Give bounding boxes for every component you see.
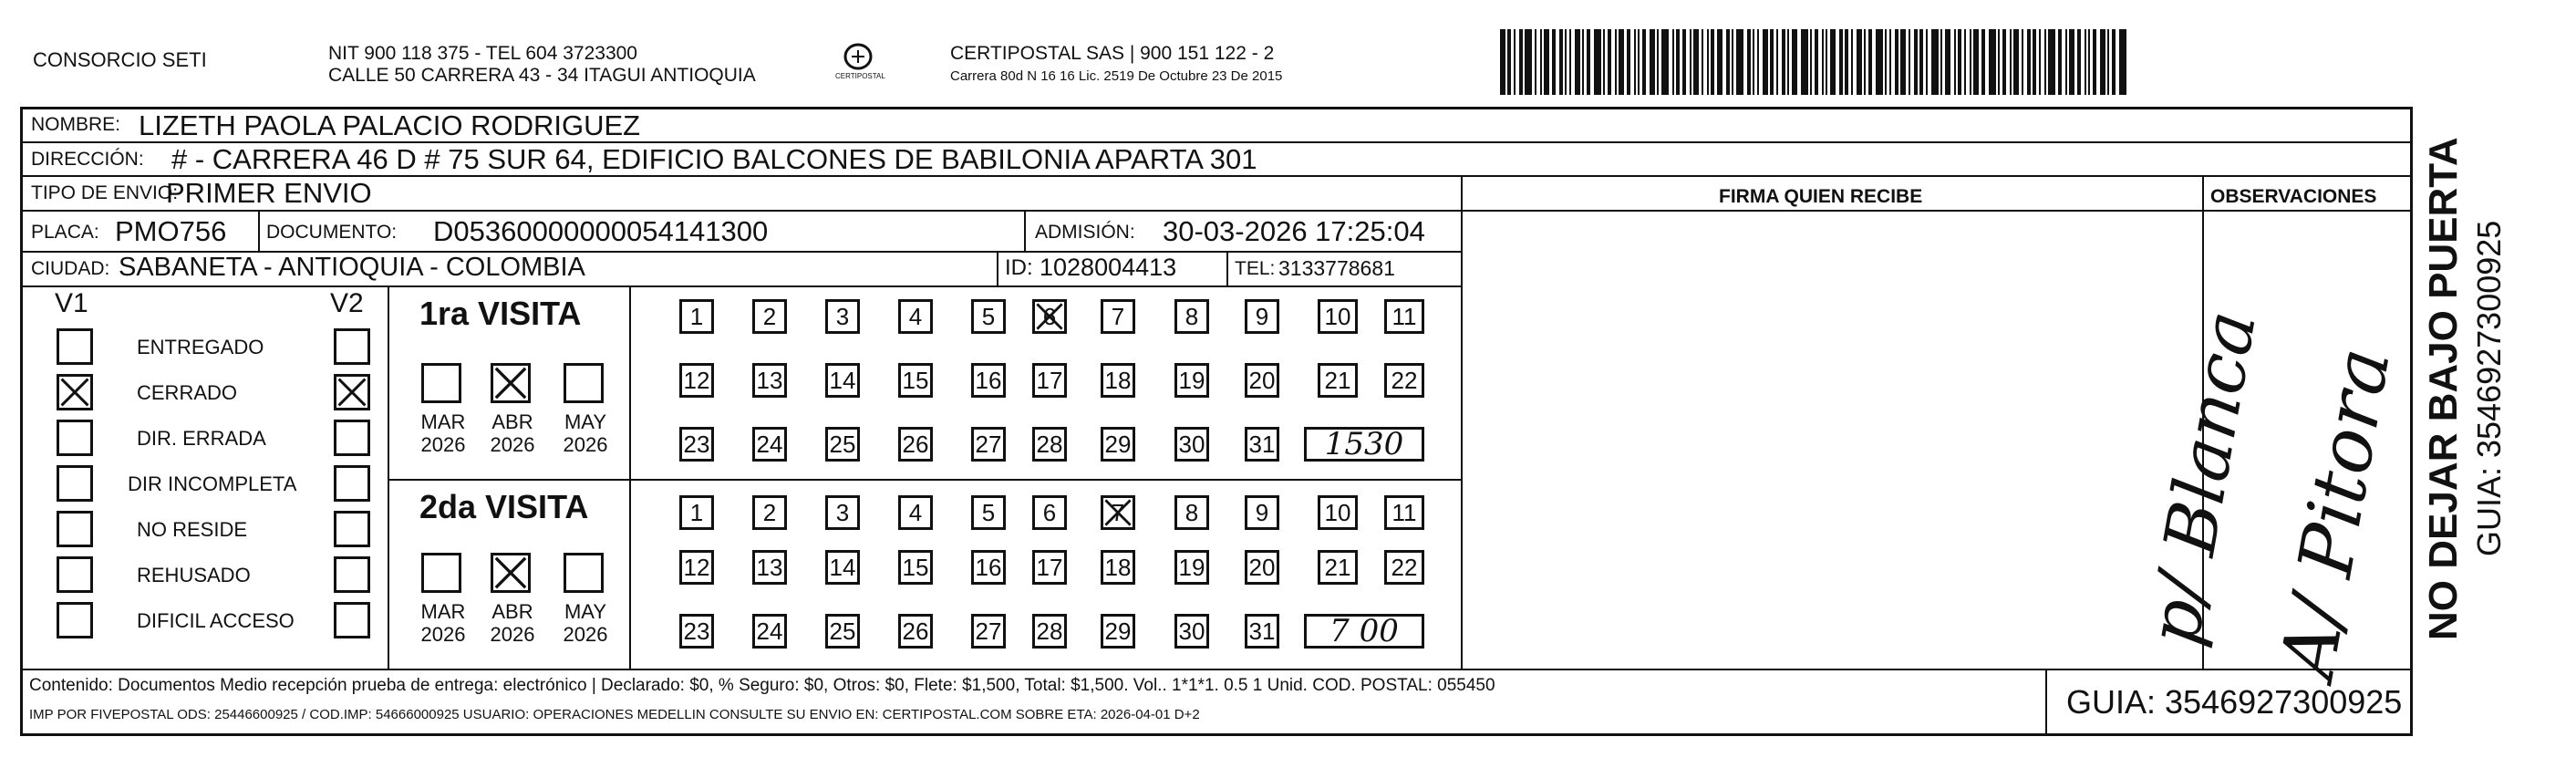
day-box[interactable]: 23 <box>679 427 714 462</box>
month-label: MAR 2026 <box>420 600 466 647</box>
tel-value: 3133778681 <box>1278 256 1395 280</box>
day-box[interactable]: 11 <box>1384 495 1424 530</box>
day-box[interactable]: 13 <box>752 550 787 585</box>
day-box[interactable]: 12 <box>679 550 714 585</box>
day-box[interactable]: 20 <box>1245 550 1279 585</box>
day-box[interactable]: 31 <box>1245 614 1279 649</box>
v2-checkbox[interactable] <box>334 465 370 502</box>
v2-checkbox[interactable] <box>334 420 370 456</box>
day-box[interactable]: 5 <box>971 299 1006 334</box>
day-box[interactable]: 26 <box>898 614 933 649</box>
status-label: ENTREGADO <box>137 336 264 358</box>
license-line: Carrera 80d N 16 16 Lic. 2519 De Octubre 23 De 2015 <box>950 68 1283 84</box>
day-box[interactable]: 15 <box>898 363 933 398</box>
day-box[interactable]: 16 <box>971 550 1006 585</box>
day-box[interactable]: 7 <box>1101 299 1135 334</box>
status-label: DIR. ERRADA <box>137 427 266 450</box>
v1-checkbox[interactable] <box>57 420 93 456</box>
day-box[interactable]: 8 <box>1174 299 1209 334</box>
footer-print-info: IMP POR FIVEPOSTAL ODS: 25446600925 / COD.IMP: 54666000925 USUARIO: OPERACIONES MEDELLIN CONSULTE SU ENVIO EN: CERTIPOSTAL.COM SOBRE ETA: 2026-04-01 D+2 <box>29 707 1200 722</box>
v2-label: V2 <box>330 288 364 318</box>
footer-content: Contenido: Documentos Medio recepción prueba de entrega: electrónico | Declarado: $0, % Seguro: $0, Otros: $0, Flete: $1,500, Total: $1,500. Vol.. 1*1*1. 0.5 1 Unid. COD. POSTAL: 055450 <box>29 676 1495 695</box>
observations-header: OBSERVACIONES <box>2210 186 2377 207</box>
day-box[interactable]: 31 <box>1245 427 1279 462</box>
day-box[interactable]: 27 <box>971 427 1006 462</box>
day-box[interactable]: 30 <box>1174 614 1209 649</box>
barcode <box>1500 29 2416 95</box>
day-box[interactable]: 21 <box>1318 363 1358 398</box>
day-box[interactable]: 24 <box>752 614 787 649</box>
day-box[interactable]: 28 <box>1032 427 1067 462</box>
day-box[interactable]: 17 <box>1032 550 1067 585</box>
day-box[interactable]: 4 <box>898 299 933 334</box>
month-label: ABR 2026 <box>490 600 535 647</box>
v2-checkbox[interactable] <box>334 328 370 365</box>
v2-checkbox[interactable] <box>334 602 370 638</box>
day-box[interactable]: 3 <box>825 299 860 334</box>
day-box[interactable]: 24 <box>752 427 787 462</box>
day-box[interactable]: 10 <box>1318 299 1358 334</box>
day-box[interactable]: 19 <box>1174 363 1209 398</box>
id-label: ID: <box>1005 255 1033 280</box>
type-label: TIPO DE ENVIO: <box>31 182 179 203</box>
nit-line: NIT 900 118 375 - TEL 604 3723300 <box>328 43 637 64</box>
day-box[interactable]: 29 <box>1101 614 1135 649</box>
month-label: MAY 2026 <box>563 600 608 647</box>
day-box[interactable]: 14 <box>825 550 860 585</box>
side-guide: GUIA: 3546927300925 <box>2470 220 2508 556</box>
plate-value: PMO756 <box>115 215 227 247</box>
status-label: NO RESIDE <box>137 518 248 541</box>
month-label: MAR 2026 <box>420 410 466 457</box>
status-label: CERRADO <box>137 381 238 404</box>
day-box[interactable]: 23 <box>679 614 714 649</box>
day-box[interactable]: 15 <box>898 550 933 585</box>
v1-checkbox[interactable] <box>57 465 93 502</box>
day-box[interactable]: 17 <box>1032 363 1067 398</box>
month-label: ABR 2026 <box>490 410 535 457</box>
footer-guide: GUIA: 3546927300925 <box>2066 683 2403 721</box>
time-box[interactable]: 1530 <box>1304 427 1424 462</box>
admission-label: ADMISIÓN: <box>1035 222 1135 243</box>
v2-checkbox[interactable] <box>334 556 370 593</box>
v2-checkbox[interactable] <box>334 374 370 410</box>
day-box[interactable]: 28 <box>1032 614 1067 649</box>
day-box[interactable]: 20 <box>1245 363 1279 398</box>
day-box[interactable]: 8 <box>1174 495 1209 530</box>
shipment-type: PRIMER ENVIO <box>166 177 372 209</box>
day-box[interactable]: 22 <box>1384 363 1424 398</box>
day-box[interactable]: 19 <box>1174 550 1209 585</box>
form-frame <box>20 107 2413 736</box>
day-box[interactable]: 18 <box>1101 363 1135 398</box>
time-box[interactable]: 7 00 <box>1304 614 1424 649</box>
plate-label: PLACA: <box>31 222 99 243</box>
status-label: REHUSADO <box>137 564 251 586</box>
day-box[interactable]: 2 <box>752 495 787 530</box>
month-checkbox[interactable] <box>564 553 604 593</box>
month-checkbox[interactable] <box>421 553 461 593</box>
day-box[interactable]: 26 <box>898 427 933 462</box>
document-label: DOCUMENTO: <box>266 222 398 243</box>
certipostal-logo <box>830 40 886 84</box>
day-box[interactable]: 30 <box>1174 427 1209 462</box>
day-box[interactable]: 11 <box>1384 299 1424 334</box>
v1-checkbox[interactable] <box>57 556 93 593</box>
day-box[interactable]: 4 <box>898 495 933 530</box>
day-box[interactable]: 7 <box>1101 495 1135 530</box>
day-box[interactable]: 29 <box>1101 427 1135 462</box>
day-box[interactable]: 18 <box>1101 550 1135 585</box>
visit1-title: 1ra VISITA <box>419 295 582 332</box>
city-label: CIUDAD: <box>31 258 110 279</box>
status-label: DIFICIL ACCESO <box>137 609 295 632</box>
status-label: DIR INCOMPLETA <box>128 472 297 495</box>
address-line: CALLE 50 CARRERA 43 - 34 ITAGUI ANTIOQUIA <box>328 65 756 86</box>
day-box[interactable]: 1 <box>679 495 714 530</box>
day-box[interactable]: 9 <box>1245 495 1279 530</box>
visit2-title: 2da VISITA <box>419 488 589 525</box>
id-value: 1028004413 <box>1040 254 1177 281</box>
logo-text: CERTIPOSTAL <box>835 72 885 80</box>
city-value: SABANETA - ANTIOQUIA - COLOMBIA <box>119 253 585 282</box>
month-checkbox[interactable] <box>491 363 531 403</box>
name-label: NOMBRE: <box>31 114 121 135</box>
day-box[interactable]: 16 <box>971 363 1006 398</box>
day-box[interactable]: 10 <box>1318 495 1358 530</box>
signature-header: FIRMA QUIEN RECIBE <box>1719 186 1923 207</box>
address-label: DIRECCIÓN: <box>31 149 144 170</box>
day-box[interactable]: 22 <box>1384 550 1424 585</box>
day-box[interactable]: 21 <box>1318 550 1358 585</box>
admission-value: 30-03-2026 17:25:04 <box>1163 215 1425 247</box>
v1-label: V1 <box>55 288 88 318</box>
handwriting-line1: p/ Blanca <box>2133 305 2273 652</box>
day-box[interactable]: 2 <box>752 299 787 334</box>
recipient-name: LIZETH PAOLA PALACIO RODRIGUEZ <box>139 109 641 141</box>
tel-label: TEL: <box>1235 258 1276 279</box>
day-box[interactable]: 25 <box>825 427 860 462</box>
day-box[interactable]: 13 <box>752 363 787 398</box>
certipostal-line: CERTIPOSTAL SAS | 900 151 122 - 2 <box>950 43 1275 64</box>
day-box[interactable]: 6 <box>1032 299 1067 334</box>
day-box[interactable]: 5 <box>971 495 1006 530</box>
month-checkbox[interactable] <box>491 553 531 593</box>
day-box[interactable]: 3 <box>825 495 860 530</box>
recipient-address: # - CARRERA 46 D # 75 SUR 64, EDIFICIO BALCONES DE BABILONIA APARTA 301 <box>171 143 1257 175</box>
day-box[interactable]: 14 <box>825 363 860 398</box>
v1-checkbox[interactable] <box>57 374 93 410</box>
month-label: MAY 2026 <box>563 410 608 457</box>
v1-checkbox[interactable] <box>57 602 93 638</box>
day-box[interactable]: 12 <box>679 363 714 398</box>
day-box[interactable]: 25 <box>825 614 860 649</box>
day-box[interactable]: 27 <box>971 614 1006 649</box>
month-checkbox[interactable] <box>564 363 604 403</box>
v2-checkbox[interactable] <box>334 511 370 547</box>
side-warning: NO DEJAR BAJO PUERTA <box>2421 137 2466 640</box>
document-value: D05360000000054141300 <box>433 215 769 247</box>
month-checkbox[interactable] <box>421 363 461 403</box>
v1-checkbox[interactable] <box>57 328 93 365</box>
handwriting-line2: A/ Pitora <box>2264 341 2407 685</box>
v1-checkbox[interactable] <box>57 511 93 547</box>
day-box[interactable]: 6 <box>1032 495 1067 530</box>
day-box[interactable]: 1 <box>679 299 714 334</box>
company-name: CONSORCIO SETI <box>33 48 207 71</box>
day-box[interactable]: 9 <box>1245 299 1279 334</box>
